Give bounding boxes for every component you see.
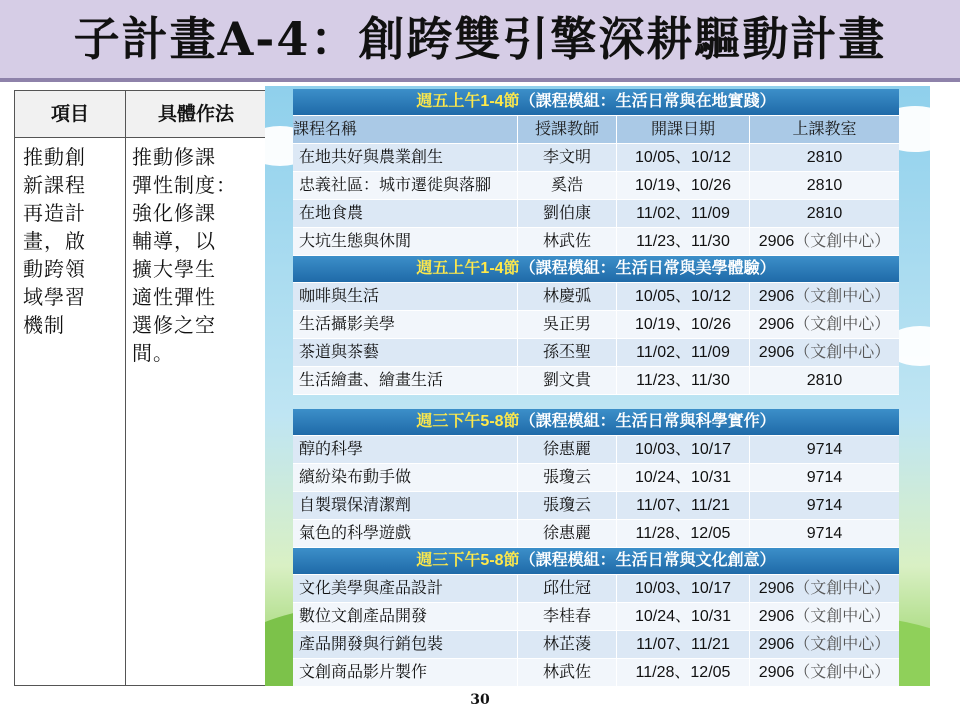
classroom <box>750 492 899 519</box>
schedule-block <box>293 256 899 395</box>
session-label: 週五上午1-4節 <box>416 260 520 277</box>
instructor: 李文明 <box>518 144 617 171</box>
classroom <box>750 228 899 255</box>
instructor: 林武佐 <box>518 228 617 255</box>
course-schedule <box>293 89 899 686</box>
course-dates: 10/24、10/31 <box>617 603 750 630</box>
table-row <box>293 575 899 603</box>
room-number: 2810 <box>806 372 843 389</box>
course-dates: 11/28、12/05 <box>617 520 750 547</box>
course-name: 大坑生態與休閒 <box>293 228 518 255</box>
module-label: （課程模組：生活日常與在地實踐） <box>519 93 776 110</box>
instructor: 林慶弧 <box>518 283 617 310</box>
session-label: 週五上午1-4節 <box>416 93 520 110</box>
classroom <box>750 311 899 338</box>
block-gap <box>293 395 899 409</box>
course-name: 文化美學與產品設計 <box>293 575 518 602</box>
classroom <box>750 520 899 547</box>
classroom <box>750 575 899 602</box>
course-dates: 10/05、10/12 <box>617 283 750 310</box>
course-dates: 11/28、12/05 <box>617 659 750 686</box>
module-label: （課程模組：生活日常與文化創意） <box>519 552 776 569</box>
table-row <box>293 339 899 367</box>
instructor: 李桂春 <box>518 603 617 630</box>
column-header: 授課教師 <box>518 116 617 143</box>
course-dates: 11/02、11/09 <box>617 200 750 227</box>
table-row <box>293 283 899 311</box>
classroom <box>750 144 899 171</box>
room-note: （文創中心） <box>794 316 891 333</box>
instructor: 林武佐 <box>518 659 617 686</box>
room-note: （文創中心） <box>794 636 891 653</box>
schedule-image <box>265 86 930 686</box>
room-number: 2906 <box>758 636 795 653</box>
classroom <box>750 603 899 630</box>
instructor: 張瓊云 <box>518 464 617 491</box>
room-number: 2906 <box>758 288 795 305</box>
schedule-block <box>293 409 899 548</box>
schedule-block <box>293 548 899 686</box>
course-name: 產品開發與行銷包裝 <box>293 631 518 658</box>
header-item: 項目 <box>15 91 126 137</box>
table-row <box>293 436 899 464</box>
course-name: 氣色的科學遊戲 <box>293 520 518 547</box>
room-note: （文創中心） <box>794 344 891 361</box>
instructor: 徐惠麗 <box>518 520 617 547</box>
room-number: 9714 <box>806 525 843 542</box>
course-dates: 11/02、11/09 <box>617 339 750 366</box>
item-text: 推動創 新課程 再造計 畫，啟 動跨領 域學習 機制 <box>23 145 86 337</box>
room-note: （文創中心） <box>794 664 891 681</box>
instructor: 孫丕聖 <box>518 339 617 366</box>
module-label: （課程模組：生活日常與科學實作） <box>519 413 776 430</box>
classroom <box>750 367 899 394</box>
room-note: （文創中心） <box>794 288 891 305</box>
room-number: 2906 <box>758 233 795 250</box>
instructor: 劉文貴 <box>518 367 617 394</box>
column-header: 上課教室 <box>750 116 899 143</box>
course-name: 在地食農 <box>293 200 518 227</box>
room-number: 2810 <box>806 149 843 166</box>
table-row <box>293 228 899 256</box>
classroom <box>750 339 899 366</box>
course-name: 忠義社區：城市遷徙與落腳 <box>293 172 518 199</box>
room-number: 2810 <box>806 177 843 194</box>
room-number: 2906 <box>758 316 795 333</box>
block-header <box>293 548 899 575</box>
instructor: 吳正男 <box>518 311 617 338</box>
table-row <box>293 520 899 548</box>
table-row <box>293 172 899 200</box>
table-row <box>293 367 899 395</box>
course-dates: 10/03、10/17 <box>617 436 750 463</box>
room-number: 2906 <box>758 608 795 625</box>
room-number: 2906 <box>758 580 795 597</box>
course-name: 自製環保清潔劑 <box>293 492 518 519</box>
instructor: 林芷蓤 <box>518 631 617 658</box>
instructor: 張瓊云 <box>518 492 617 519</box>
course-name: 茶道與茶藝 <box>293 339 518 366</box>
course-dates: 10/19、10/26 <box>617 172 750 199</box>
room-number: 9714 <box>806 497 843 514</box>
table-row <box>293 492 899 520</box>
block-header <box>293 256 899 283</box>
session-label: 週三下午5-8節 <box>416 413 520 430</box>
course-name: 醇的科學 <box>293 436 518 463</box>
slide-title: 子計畫A-4：創跨雙引擎深耕驅動計畫 <box>73 12 887 66</box>
schedule-block <box>293 89 899 256</box>
instructor: 邱仕冠 <box>518 575 617 602</box>
room-number: 9714 <box>806 441 843 458</box>
course-dates: 10/24、10/31 <box>617 464 750 491</box>
course-name: 生活繪畫、繪畫生活 <box>293 367 518 394</box>
course-name: 文創商品影片製作 <box>293 659 518 686</box>
approach-text: 推動修課 彈性制度： 強化修課 輔導，以 擴大學生 適性彈性 選修之空 間。 <box>132 145 237 365</box>
table-row <box>293 659 899 686</box>
course-dates: 10/19、10/26 <box>617 311 750 338</box>
course-name: 數位文創產品開發 <box>293 603 518 630</box>
instructor: 徐惠麗 <box>518 436 617 463</box>
classroom <box>750 283 899 310</box>
course-name: 咖啡與生活 <box>293 283 518 310</box>
table-row <box>293 631 899 659</box>
title-divider <box>0 78 960 82</box>
room-note: （文創中心） <box>794 233 891 250</box>
room-note: （文創中心） <box>794 580 891 597</box>
room-number: 9714 <box>806 469 843 486</box>
instructor: 劉伯康 <box>518 200 617 227</box>
course-dates: 11/07、11/21 <box>617 492 750 519</box>
header-approach: 具體作法 <box>157 103 234 125</box>
room-number: 2906 <box>758 344 795 361</box>
course-name: 生活攝影美學 <box>293 311 518 338</box>
module-label: （課程模組：生活日常與美學體驗） <box>519 260 776 277</box>
course-dates: 10/03、10/17 <box>617 575 750 602</box>
classroom <box>750 659 899 686</box>
session-label: 週三下午5-8節 <box>416 552 520 569</box>
table-row <box>293 311 899 339</box>
course-name: 在地共好與農業創生 <box>293 144 518 171</box>
course-dates: 11/07、11/21 <box>617 631 750 658</box>
classroom <box>750 631 899 658</box>
column-divider <box>125 137 126 686</box>
block-header <box>293 89 899 116</box>
column-header: 課程名稱 <box>293 116 518 143</box>
column-header: 開課日期 <box>617 116 750 143</box>
table-row <box>293 464 899 492</box>
room-number: 2810 <box>806 205 843 222</box>
classroom <box>750 464 899 491</box>
classroom <box>750 200 899 227</box>
block-header <box>293 409 899 436</box>
course-dates: 11/23、11/30 <box>617 367 750 394</box>
course-dates: 10/05、10/12 <box>617 144 750 171</box>
table-row <box>293 603 899 631</box>
classroom <box>750 436 899 463</box>
course-dates: 11/23、11/30 <box>617 228 750 255</box>
page-number: 30 <box>470 692 490 708</box>
instructor: 奚浩 <box>518 172 617 199</box>
column-header-row <box>293 116 899 144</box>
table-row <box>293 200 899 228</box>
room-note: （文創中心） <box>794 608 891 625</box>
room-number: 2906 <box>758 664 795 681</box>
table-row <box>293 144 899 172</box>
course-name: 繽紛染布動手做 <box>293 464 518 491</box>
classroom <box>750 172 899 199</box>
